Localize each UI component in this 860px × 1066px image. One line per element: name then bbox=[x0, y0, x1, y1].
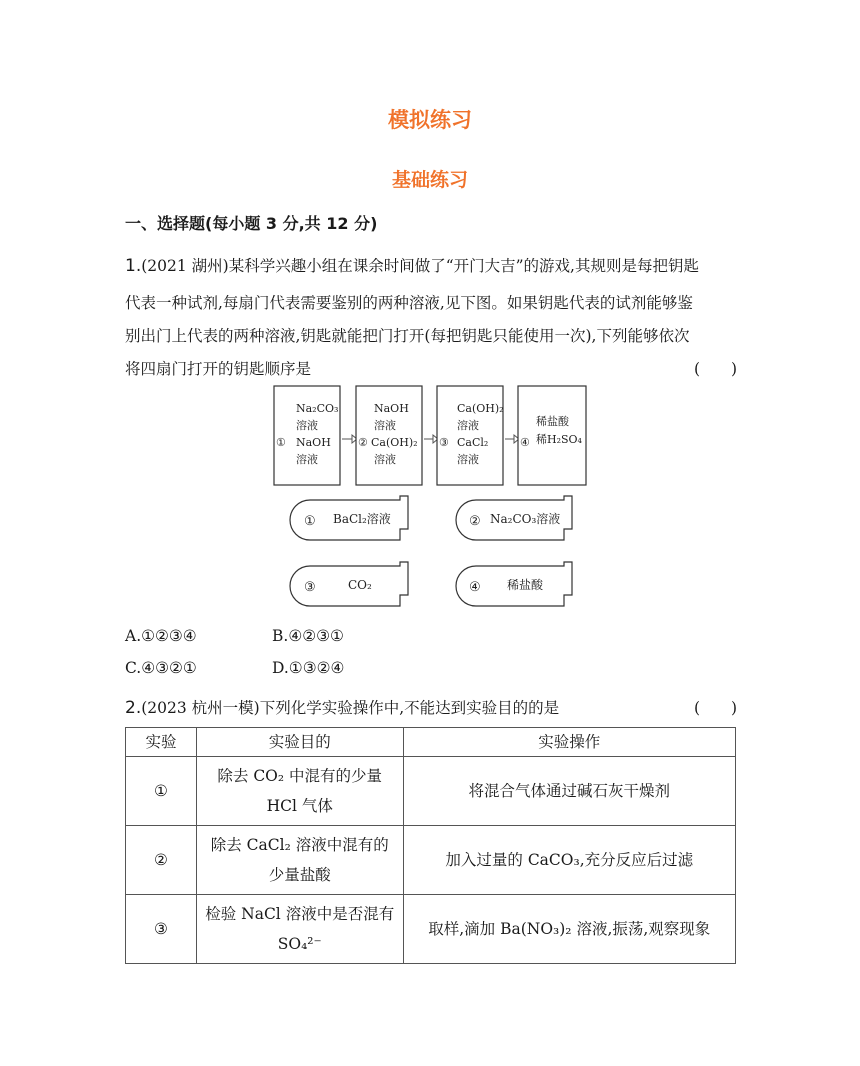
key-label: Na₂CO₃溶液 bbox=[490, 512, 561, 526]
section-heading: 一、选择题(每小题 3 分,共 12 分) bbox=[125, 214, 378, 233]
question-text: (2023 杭州一模)下列化学实验操作中,不能达到实验目的的是 bbox=[141, 699, 560, 717]
key-label: CO₂ bbox=[348, 578, 372, 592]
door-label: 溶液 bbox=[457, 453, 479, 466]
door-label: 溶液 bbox=[374, 453, 396, 466]
door-number: ② bbox=[358, 436, 368, 449]
door-number: ③ bbox=[439, 436, 449, 449]
row-purpose: 检验 NaCl 溶液中是否混有 SO₄²⁻ bbox=[196, 895, 403, 964]
arrow-icon bbox=[505, 435, 519, 443]
question-2 bbox=[125, 696, 559, 718]
arrow-icon bbox=[424, 435, 438, 443]
door-label: Ca(OH)₂ bbox=[457, 402, 504, 415]
column-header: 实验 bbox=[126, 728, 197, 757]
door-2 bbox=[356, 386, 422, 485]
doors-keys-figure bbox=[270, 383, 590, 613]
door-label: Ca(OH)₂ bbox=[371, 436, 418, 449]
key-4 bbox=[456, 562, 572, 606]
option-d[interactable]: D.①③②④ bbox=[272, 659, 345, 677]
question-text-line: 代表一种试剂,每扇门代表需要鉴别的两种溶液,见下图。如果钥匙代表的试剂能够鉴 bbox=[125, 294, 693, 312]
table-row bbox=[126, 757, 736, 826]
column-header: 实验操作 bbox=[403, 728, 735, 757]
key-3 bbox=[290, 562, 408, 606]
door-label: Na₂CO₃ bbox=[296, 402, 339, 415]
door-number: ④ bbox=[520, 436, 530, 449]
arrow-icon bbox=[342, 435, 357, 443]
door-1 bbox=[274, 386, 340, 485]
row-purpose: 除去 CO₂ 中混有的少量 HCl 气体 bbox=[196, 757, 403, 826]
door-label: CaCl₂ bbox=[457, 436, 489, 449]
page-subtitle: 基础练习 bbox=[391, 169, 468, 191]
door-label: 稀盐酸 bbox=[536, 415, 569, 428]
row-id: ① bbox=[126, 757, 197, 826]
answer-blank[interactable]: ( ) bbox=[694, 699, 738, 717]
question-text-line: 将四扇门打开的钥匙顺序是 bbox=[125, 360, 312, 378]
column-header: 实验目的 bbox=[196, 728, 403, 757]
key-number: ③ bbox=[304, 580, 316, 595]
door-3 bbox=[437, 386, 504, 485]
row-operation: 将混合气体通过碱石灰干燥剂 bbox=[403, 757, 735, 826]
question-number: 2. bbox=[125, 698, 142, 718]
door-label: NaOH bbox=[296, 436, 331, 449]
table-row bbox=[126, 826, 736, 895]
page-title: 模拟练习 bbox=[388, 108, 472, 132]
row-purpose: 除去 CaCl₂ 溶液中混有的 少量盐酸 bbox=[196, 826, 403, 895]
door-label: 溶液 bbox=[374, 419, 396, 432]
row-id: ② bbox=[126, 826, 197, 895]
door-label: 溶液 bbox=[296, 453, 318, 466]
row-operation: 取样,滴加 Ba(NO₃)₂ 溶液,振荡,观察现象 bbox=[403, 895, 735, 964]
table-row bbox=[126, 895, 736, 964]
table-header-row bbox=[126, 728, 736, 757]
row-operation: 加入过量的 CaCO₃,充分反应后过滤 bbox=[403, 826, 735, 895]
door-number: ① bbox=[276, 436, 286, 449]
question-text-line: (2021 湖州)某科学兴趣小组在课余时间做了“开门大吉”的游戏,其规则是每把钥匙 bbox=[141, 257, 699, 275]
key-number: ② bbox=[469, 514, 481, 529]
option-b[interactable]: B.④②③① bbox=[272, 627, 344, 645]
question-1 bbox=[125, 254, 699, 276]
experiment-table bbox=[125, 727, 736, 964]
row-id: ③ bbox=[126, 895, 197, 964]
key-label: 稀盐酸 bbox=[507, 578, 544, 592]
key-label: BaCl₂溶液 bbox=[333, 512, 391, 526]
door-label: 溶液 bbox=[457, 419, 479, 432]
key-number: ④ bbox=[469, 580, 481, 595]
option-c[interactable]: C.④③②① bbox=[125, 659, 197, 677]
key-1 bbox=[290, 496, 408, 540]
option-a[interactable]: A.①②③④ bbox=[125, 627, 197, 645]
door-label: NaOH bbox=[374, 402, 409, 415]
answer-blank[interactable]: ( ) bbox=[694, 360, 738, 378]
question-text-line: 别出门上代表的两种溶液,钥匙就能把门打开(每把钥匙只能使用一次),下列能够依次 bbox=[125, 327, 690, 345]
question-number: 1. bbox=[125, 256, 142, 276]
door-4 bbox=[518, 386, 586, 485]
door-label: 稀H₂SO₄ bbox=[536, 433, 582, 446]
door-label: 溶液 bbox=[296, 419, 318, 432]
key-number: ① bbox=[304, 514, 316, 529]
key-2 bbox=[456, 496, 572, 540]
